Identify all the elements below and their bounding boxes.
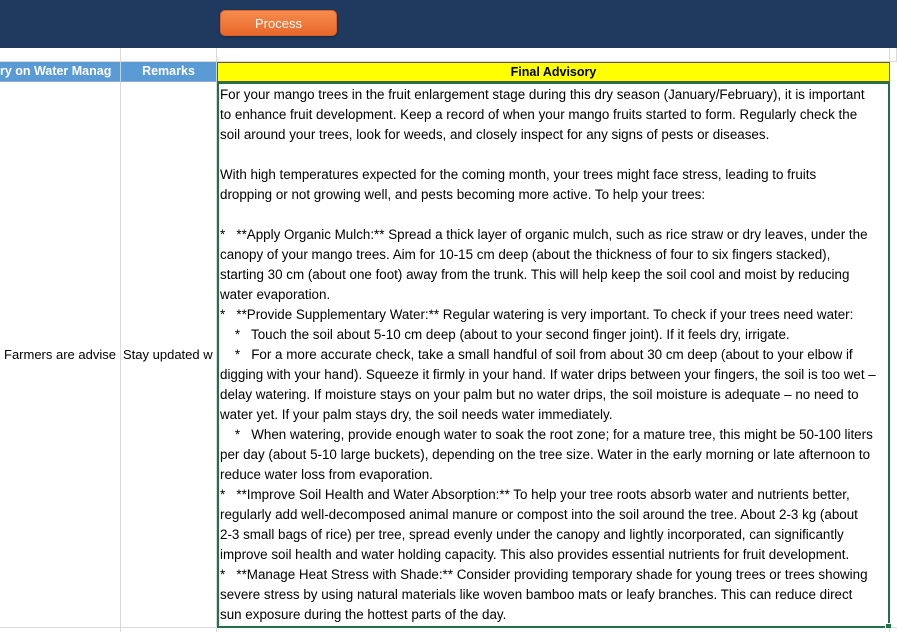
grid-cell[interactable] xyxy=(217,48,890,62)
advisory-line: canopy of your mango trees. Aim for 10-15 cm deep (about the thickness of four to six fingers stacked), xyxy=(220,247,831,262)
advisory-line: water yet. If your palm stays dry, the soil needs water immediately. xyxy=(220,407,613,422)
grid-cell[interactable] xyxy=(890,62,897,82)
advisory-line: dropping or not growing well, and pests becoming more active. To help your trees: xyxy=(220,187,706,202)
cell-final-advisory[interactable] xyxy=(217,82,890,628)
advisory-line: For your mango trees in the fruit enlargement stage during this dry season (January/February), it is important xyxy=(220,87,865,102)
advisory-line: * **Apply Organic Mulch:** Spread a thick layer of organic mulch, such as rice straw or dry leaves, under the xyxy=(220,227,868,242)
advisory-line: * **Improve Soil Health and Water Absorption:** To help your tree roots absorb water and nutrients better, xyxy=(220,487,850,502)
grid-cell[interactable] xyxy=(0,628,121,632)
advisory-line: * **Provide Supplementary Water:** Regular watering is very important. To check if your trees need water: xyxy=(220,307,854,322)
advisory-line: starting 30 cm (about one foot) away from the trunk. This will help keep the soil cool and moist by reducing xyxy=(220,267,850,282)
header-cell-advisory-water[interactable] xyxy=(0,62,121,82)
process-button[interactable] xyxy=(220,10,337,36)
advisory-line: With high temperatures expected for the coming month, your trees might face stress, leading to fruits xyxy=(220,167,817,182)
advisory-line: digging with your hand). Squeeze it firmly in your hand. If water drips between your fingers, the soil is too wet – xyxy=(220,367,876,382)
grid-cell[interactable] xyxy=(121,628,217,632)
header-remarks-label: Remarks xyxy=(142,64,195,78)
header-advisory-water-label: ry on Water Manag xyxy=(0,64,112,78)
advisory-line: per day (about 5-10 large buckets), depending on the tree size. Water in the early morning or late afternoon to xyxy=(220,447,871,462)
advisory-line: 2-3 small bags of rice) per tree, spread evenly under the canopy and lightly incorporated, can significantly xyxy=(220,527,844,542)
grid-cell[interactable] xyxy=(890,82,897,628)
process-button-label: Process xyxy=(255,15,302,31)
header-band xyxy=(0,0,897,48)
advisory-line: severe stress by using natural materials like woven bamboo mats or leafy branches. This can reduce direct xyxy=(220,587,853,602)
cell-remarks-text: Stay updated w xyxy=(123,347,213,362)
advisory-line: soil around your trees, look for weeds, and closely inspect for any signs of pests or diseases. xyxy=(220,127,770,142)
advisory-line: * For a more accurate check, take a small handful of soil from about 30 cm deep (about to your elbow if xyxy=(220,347,853,362)
grid-cell[interactable] xyxy=(217,628,890,632)
advisory-line: * **Manage Heat Stress with Shade:** Consider providing temporary shade for young trees or trees showing xyxy=(220,567,868,582)
grid-cell[interactable] xyxy=(121,48,217,62)
advisory-line: delay watering. If moisture stays on your palm but no water drips, the soil moisture is adequate – no need to xyxy=(220,387,859,402)
advisory-line: * When watering, provide enough water to soak the root zone; for a mature tree, this might be 50-100 liters xyxy=(220,427,873,442)
advisory-line: improve soil health and water holding capacity. This also provides essential nutrients for fruit development. xyxy=(220,547,850,562)
cell-advisory-water[interactable] xyxy=(0,82,121,628)
advisory-line: * Touch the soil about 5-10 cm deep (about to your second finger joint). If it feels dry, irrigate. xyxy=(220,327,790,342)
advisory-line: to enhance fruit development. Keep a record of when your mango fruits started to form. Regularly check the xyxy=(220,107,858,122)
grid-cell[interactable] xyxy=(890,48,897,62)
header-cell-remarks[interactable] xyxy=(121,62,217,82)
advisory-line: reduce water loss from evaporation. xyxy=(220,467,433,482)
cell-advisory-water-text: Farmers are advise xyxy=(4,347,116,362)
final-advisory-text xyxy=(220,85,887,625)
grid-cell[interactable] xyxy=(890,628,897,632)
advisory-line: sun exposure during the hottest parts of the day. xyxy=(220,607,507,622)
cell-remarks[interactable] xyxy=(121,82,217,628)
header-final-advisory-label: Final Advisory xyxy=(510,65,597,79)
advisory-line: regularly add well-decomposed animal manure or compost into the soil around the tree. About 2-3 kg (about xyxy=(220,507,858,522)
blank-line xyxy=(220,205,887,225)
header-cell-final-advisory[interactable] xyxy=(217,62,890,82)
grid-cell[interactable] xyxy=(0,48,121,62)
blank-line xyxy=(220,145,887,165)
advisory-line: water evaporation. xyxy=(220,287,331,302)
